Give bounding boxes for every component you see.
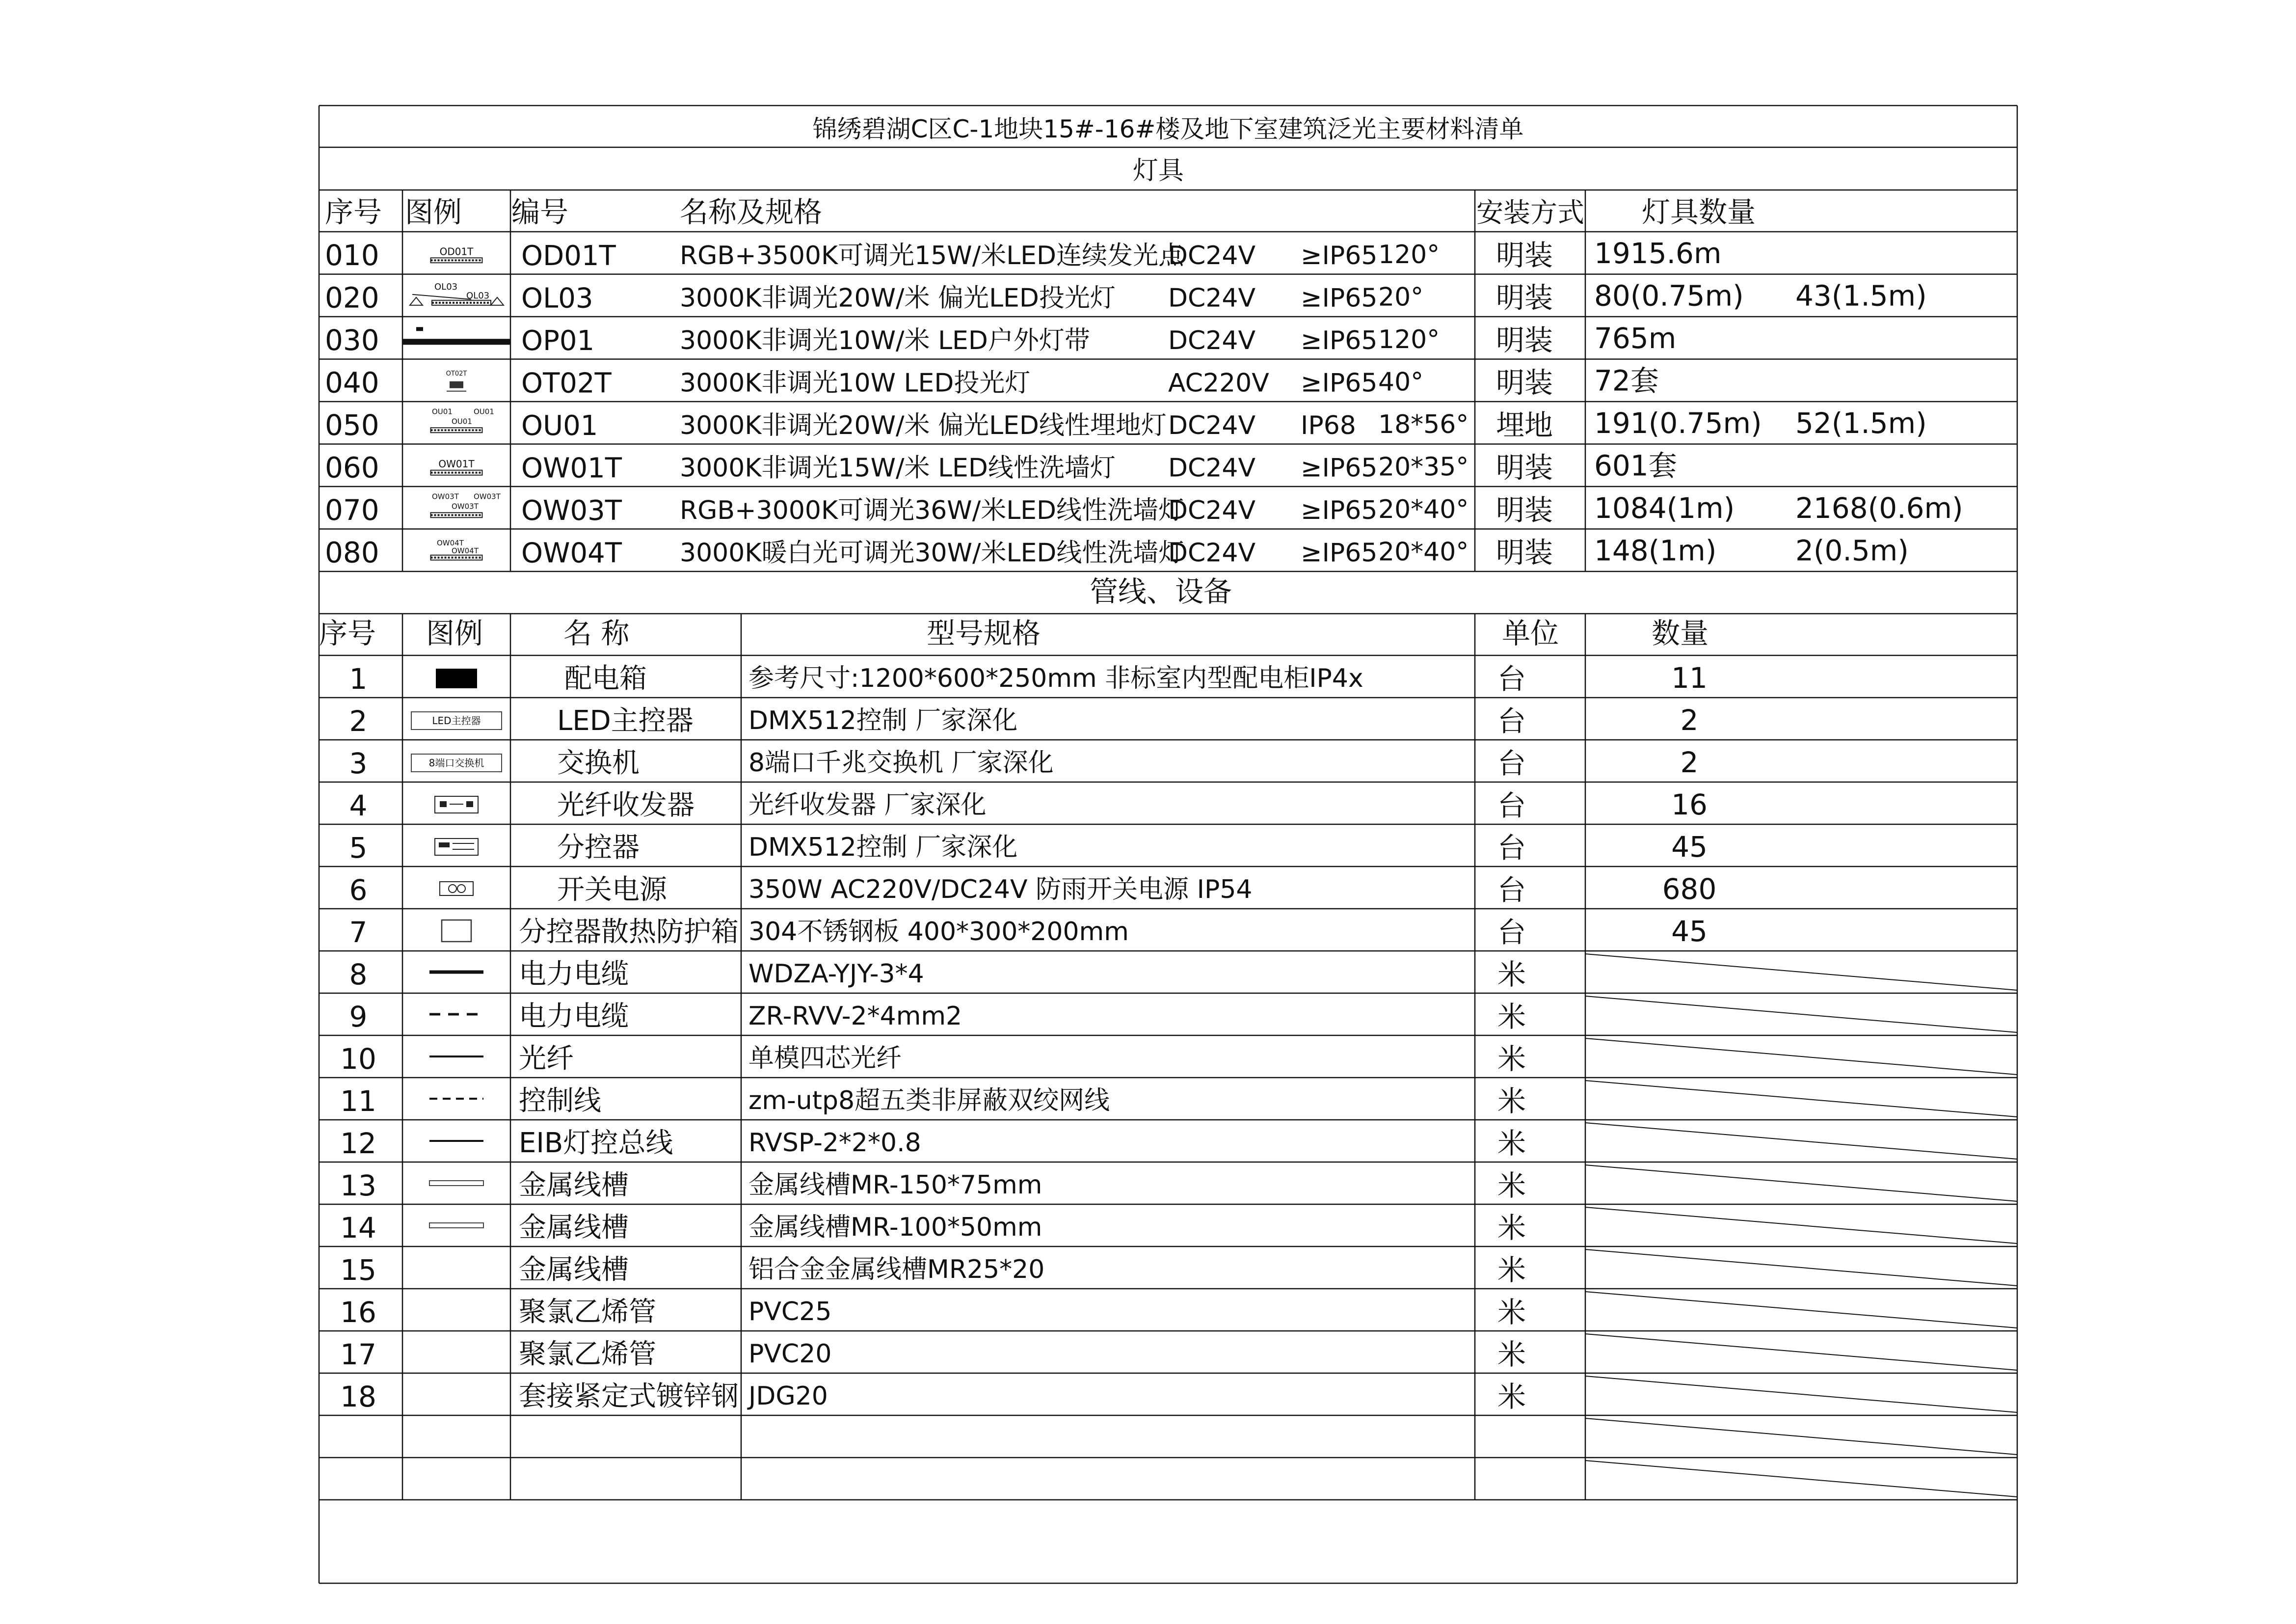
equip-unit: 米 [1497, 1169, 1526, 1202]
lamp-code: OL03 [521, 282, 593, 315]
lamp-seq: 070 [325, 493, 379, 527]
equip-qty: 2 [1680, 704, 1699, 737]
equip-unit: 台 [1497, 916, 1526, 949]
lamp-name: RGB+3000K可调光36W/米LED线性洗墙灯 [680, 496, 1184, 525]
equip-model: 单模四芯光纤 [748, 1044, 902, 1073]
equip-unit: 台 [1497, 662, 1526, 696]
lamp-ip: ≥IP65 [1301, 368, 1378, 398]
lamp-code: OU01 [521, 410, 598, 442]
lamp-seq: 010 [325, 239, 379, 272]
wallwash-strip-icon [431, 458, 482, 475]
qty-strike-line [1585, 1081, 2017, 1117]
equip-seq: 4 [349, 789, 368, 822]
equip-model: JDG20 [748, 1381, 828, 1411]
equip-model: RVSP-2*2*0.8 [748, 1128, 921, 1158]
lamp-name: 3000K非调光15W/米 LED线性洗墙灯 [680, 453, 1116, 483]
lamp-section-title: 灯具 [1132, 156, 1184, 186]
lamp-header-install: 安装方式 [1476, 197, 1585, 228]
lamp-seq: 020 [325, 281, 379, 315]
wallwash-strip-icon [431, 539, 482, 560]
labeled-box-icon [411, 712, 502, 730]
lamp-qty-1: 1915.6m [1594, 237, 1722, 270]
lamp-voltage: DC24V [1168, 241, 1256, 271]
equip-seq: 17 [340, 1338, 376, 1371]
thick-line-bar [402, 339, 510, 345]
lamp-seq: 040 [325, 366, 379, 400]
equip-qty: 45 [1671, 830, 1708, 864]
equip-seq: 6 [349, 873, 368, 907]
lamp-code: OT02T [521, 367, 612, 400]
lamp-header-legend: 图例 [405, 195, 462, 229]
lamp-install: 明装 [1496, 366, 1553, 400]
equip-name: 开关电源 [557, 874, 667, 906]
lamp-header-spec: 名称及规格 [680, 195, 823, 229]
lamp-angle: 40° [1378, 367, 1424, 397]
lamp-voltage: AC220V [1168, 368, 1269, 398]
equip-model: 光纤收发器 厂家深化 [748, 790, 987, 820]
lamp-install: 明装 [1496, 451, 1553, 485]
lamp-qty-2: 52(1.5m) [1795, 406, 1927, 440]
equip-unit: 米 [1497, 1380, 1526, 1413]
double-line-icon [429, 1181, 483, 1186]
equip-name: 光纤收发器 [557, 789, 694, 821]
lamp-qty-1: 765m [1594, 322, 1677, 355]
sub-controller-icon [435, 839, 478, 855]
mount-right [491, 298, 504, 305]
equip-name: 配电箱 [564, 663, 647, 695]
lamp-name: 3000K非调光10W/米 LED户外灯带 [680, 326, 1090, 355]
equip-qty: 45 [1671, 915, 1708, 948]
equip-seq: 2 [349, 704, 368, 738]
equip-name: 控制线 [519, 1085, 601, 1117]
qty-strike-line [1585, 1376, 2017, 1412]
equip-unit: 米 [1497, 1000, 1526, 1033]
lamp-code: OW03T [521, 495, 622, 527]
equip-model: DMX512控制 厂家深化 [748, 833, 1018, 862]
legend-icons [402, 245, 510, 1228]
equip-header-seq: 序号 [319, 617, 376, 650]
equip-seq: 10 [340, 1042, 376, 1076]
lamp-name: 3000K非调光20W/米 偏光LED投光灯 [680, 283, 1116, 313]
power-supply-icon [440, 882, 473, 895]
port [466, 801, 473, 807]
equip-unit: 台 [1497, 704, 1526, 738]
equip-unit: 米 [1497, 1127, 1526, 1160]
equip-model: 350W AC220V/DC24V 防雨开关电源 IP54 [748, 875, 1253, 904]
qty-strike-line [1585, 1123, 2017, 1159]
legend-label: OW03T [432, 492, 459, 501]
legend-label: OU01 [432, 407, 453, 416]
wallwash-strip-icon [431, 492, 501, 517]
lamp-body [450, 381, 463, 388]
equip-model: 参考尺寸:1200*600*250mm 非标室内型配电柜IP4x [748, 664, 1363, 693]
legend-label: OW03T [452, 502, 479, 511]
equip-unit: 米 [1497, 1084, 1526, 1118]
equip-name: 分控器散热防护箱 [519, 916, 739, 948]
equip-unit: 米 [1497, 1296, 1526, 1329]
equip-name: 金属线槽 [519, 1212, 629, 1244]
lamp-qty-2: 2168(0.6m) [1795, 491, 1963, 525]
equip-seq: 18 [340, 1380, 376, 1413]
legend-label: OW04T [452, 546, 479, 555]
legend-label: OW01T [438, 458, 475, 470]
equip-model: zm-utp8超五类非屏蔽双绞网线 [748, 1086, 1110, 1115]
box [436, 669, 477, 688]
equip-unit: 米 [1497, 958, 1526, 991]
lamp-qty-1: 1084(1m) [1594, 491, 1735, 525]
equip-unit: 米 [1497, 1253, 1526, 1287]
lamp-angle: 18*56° [1378, 410, 1469, 439]
equip-seq: 12 [340, 1127, 376, 1160]
qty-strike-line [1585, 1038, 2017, 1075]
qty-strike-line [1585, 1249, 2017, 1286]
legend-label: OW03T [474, 492, 501, 501]
lamp-voltage: DC24V [1168, 453, 1256, 483]
lamp-install: 明装 [1496, 281, 1553, 315]
lamp-angle: 120° [1378, 325, 1440, 354]
filled-box-icon [436, 669, 477, 688]
equip-model: PVC20 [748, 1339, 832, 1369]
equip-seq: 1 [349, 662, 368, 696]
box [442, 920, 471, 942]
equip-name: 套接紧定式镀锌钢 [519, 1380, 739, 1412]
lamp-header-code: 编号 [511, 195, 569, 229]
lamp-voltage: DC24V [1168, 326, 1256, 355]
port [439, 842, 450, 847]
legend-label: OL03 [434, 281, 458, 292]
lamp-name: RGB+3500K可调光15W/米LED连续发光点 [680, 241, 1184, 271]
lamp-ip: ≥IP65 [1301, 538, 1378, 568]
equip-model: ZR-RVV-2*4mm2 [748, 1001, 962, 1031]
legend-label: OD01T [439, 245, 474, 258]
lamp-code: OD01T [521, 240, 616, 272]
lamp-qty-1: 72套 [1594, 364, 1659, 398]
lamp-ip: ≥IP65 [1301, 241, 1378, 271]
lamp-name: 3000K非调光20W/米 偏光LED线性埋地灯 [680, 411, 1167, 440]
tray [429, 1181, 483, 1186]
legend-label: OW04T [437, 538, 464, 547]
equip-seq: 14 [340, 1211, 376, 1245]
equip-name: 光纤 [519, 1043, 574, 1075]
qty-strike-line [1585, 954, 2017, 990]
equip-unit: 米 [1497, 1042, 1526, 1076]
equip-qty: 16 [1671, 788, 1708, 821]
equip-model: 304不锈钢板 400*300*200mm [748, 917, 1129, 947]
equip-unit: 台 [1497, 873, 1526, 907]
lamp-ip: ≥IP65 [1301, 326, 1378, 355]
qty-strike-line [1585, 1461, 2017, 1497]
lamp-install: 埋地 [1496, 408, 1553, 442]
lamp-ip: ≥IP65 [1301, 453, 1378, 483]
dotted-strip-icon [431, 245, 482, 263]
lamp-install: 明装 [1496, 239, 1553, 272]
equip-seq: 8 [349, 958, 368, 991]
labeled-box-icon [411, 754, 502, 772]
tiny-mark [416, 327, 423, 331]
lamp-angle: 20*40° [1378, 495, 1469, 524]
equip-name: 电力电缆 [519, 1001, 629, 1032]
equip-seq: 11 [340, 1084, 376, 1118]
lamp-seq: 060 [325, 451, 379, 485]
legend-label: OU01 [474, 407, 494, 416]
lamp-header-qty: 灯具数量 [1642, 195, 1756, 229]
double-line-icon [429, 1223, 483, 1228]
equip-name: 金属线槽 [519, 1254, 629, 1286]
equip-model: 金属线槽MR-100*50mm [748, 1213, 1042, 1242]
transceiver-icon [435, 796, 478, 813]
projector-strip-icon [410, 282, 504, 305]
lamp-angle: 20° [1378, 282, 1424, 312]
equipment-section-title: 管线、设备 [1089, 575, 1232, 608]
legend-label: OT02T [446, 370, 467, 378]
lamp-qty-1: 191(0.75m) [1594, 406, 1762, 440]
lamp-voltage: DC24V [1168, 411, 1256, 440]
equip-name: EIB灯控总线 [519, 1127, 673, 1159]
equip-unit: 米 [1497, 1211, 1526, 1245]
thick-line-icon [402, 327, 510, 345]
lamp-qty-1: 601套 [1594, 449, 1677, 483]
lamp-voltage: DC24V [1168, 538, 1256, 568]
qty-strike-line [1585, 1207, 2017, 1244]
equip-unit: 台 [1497, 747, 1526, 780]
inground-strip-icon [431, 407, 494, 433]
equip-model: 8端口千兆交换机 厂家深化 [748, 748, 1054, 778]
terminal [457, 885, 465, 893]
equip-header-qty: 数量 [1652, 617, 1709, 650]
lamp-install: 明装 [1496, 536, 1553, 569]
equip-name: 电力电缆 [519, 958, 629, 990]
lamp-header-seq: 序号 [325, 195, 382, 229]
equip-qty: 680 [1662, 872, 1717, 906]
terminal [449, 885, 456, 893]
qty-strike-line [1585, 1334, 2017, 1370]
equip-seq: 5 [349, 831, 368, 865]
equip-unit: 台 [1497, 831, 1526, 865]
lamp-seq: 050 [325, 408, 379, 442]
spot-lamp-icon [446, 370, 467, 391]
equip-model: 金属线槽MR-150*75mm [748, 1170, 1042, 1200]
tray [429, 1223, 483, 1228]
lamp-ip: IP68 [1301, 411, 1356, 440]
equip-seq: 7 [349, 916, 368, 949]
equip-unit: 米 [1497, 1338, 1526, 1371]
qty-strike-line [1585, 1165, 2017, 1201]
lamp-qty-2: 43(1.5m) [1795, 279, 1927, 313]
equip-name: 分控器 [557, 832, 640, 864]
legend-label: OL03 [466, 290, 490, 301]
lamp-qty-1: 80(0.75m) [1594, 279, 1744, 313]
lamp-qty-1: 148(1m) [1594, 534, 1717, 568]
qty-strike-line [1585, 1292, 2017, 1328]
equip-name: 聚氯乙烯管 [519, 1338, 656, 1370]
equip-seq: 3 [349, 747, 368, 780]
equip-header-unit: 单位 [1502, 617, 1559, 650]
lamp-ip: ≥IP65 [1301, 283, 1378, 313]
equip-name: LED主控器 [557, 705, 694, 737]
lamp-seq: 030 [325, 324, 379, 357]
lamp-install: 明装 [1496, 493, 1553, 527]
lamp-ip: ≥IP65 [1301, 496, 1378, 525]
lamp-code: OW01T [521, 452, 622, 485]
mount-left [410, 298, 423, 305]
lamp-angle: 20*35° [1378, 452, 1469, 482]
equip-seq: 15 [340, 1253, 376, 1287]
lamp-install: 明装 [1496, 324, 1553, 357]
beam-line [412, 295, 471, 299]
equip-qty: 2 [1680, 746, 1699, 779]
lamp-code: OW04T [521, 537, 622, 569]
box-label: LED主控器 [432, 715, 481, 727]
equip-qty: 11 [1671, 661, 1708, 695]
box-label: 8端口交换机 [428, 757, 484, 769]
lamp-code: OP01 [521, 325, 595, 357]
lamp-seq: 080 [325, 536, 379, 569]
equip-model: WDZA-YJY-3*4 [748, 959, 924, 989]
equip-name: 金属线槽 [519, 1169, 629, 1201]
lamp-voltage: DC24V [1168, 496, 1256, 525]
qty-strike-line [1585, 1418, 2017, 1455]
equip-model: DMX512控制 厂家深化 [748, 706, 1018, 735]
equip-model: PVC25 [748, 1297, 832, 1326]
equip-seq: 16 [340, 1296, 376, 1329]
equip-header-model: 型号规格 [927, 617, 1041, 650]
equip-header-legend: 图例 [426, 617, 483, 650]
legend-label: OU01 [452, 417, 472, 426]
equip-header-name: 名 称 [563, 617, 630, 650]
lamp-voltage: DC24V [1168, 283, 1256, 313]
equip-seq: 13 [340, 1169, 376, 1202]
port [440, 801, 447, 807]
lamp-qty-2: 2(0.5m) [1795, 534, 1909, 568]
lamp-angle: 120° [1378, 240, 1440, 270]
lamp-angle: 20*40° [1378, 537, 1469, 567]
empty-box-icon [442, 920, 471, 942]
equip-name: 交换机 [557, 747, 640, 779]
sheet-title: 锦绣碧湖C区C-1地块15#-16#楼及地下室建筑泛光主要材料清单 [812, 115, 1524, 143]
equip-unit: 台 [1497, 789, 1526, 822]
lamp-name: 3000K暖白光可调光30W/米LED线性洗墙灯 [680, 538, 1184, 568]
lamp-name: 3000K非调光10W LED投光灯 [680, 368, 1031, 398]
equip-name: 聚氯乙烯管 [519, 1296, 656, 1328]
equip-seq: 9 [349, 1000, 368, 1033]
qty-strike-line [1585, 996, 2017, 1032]
equip-model: 铝合金金属线槽MR25*20 [748, 1255, 1045, 1284]
